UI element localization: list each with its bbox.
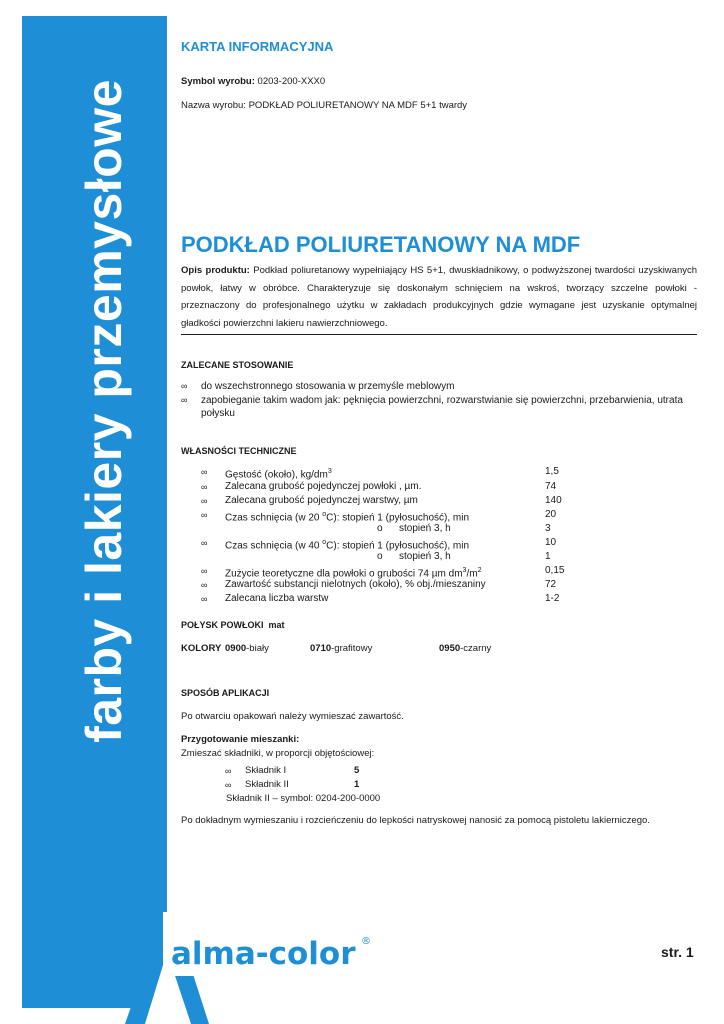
tech-row bbox=[201, 564, 701, 578]
circle-bullet-icon: o bbox=[377, 551, 383, 562]
infinity-bullet-icon: ∞ bbox=[201, 566, 208, 576]
gloss-label: POŁYSK POWŁOKI bbox=[181, 620, 264, 630]
usage-heading: ZALECANE STOSOWANIE bbox=[181, 360, 294, 370]
description-label: Opis produktu: bbox=[181, 265, 250, 276]
tech-row bbox=[201, 494, 701, 508]
tech-row bbox=[201, 578, 701, 592]
infinity-bullet-icon: ∞ bbox=[201, 467, 208, 477]
tech-value: 0,15 bbox=[545, 565, 565, 576]
tech-sublabel: stopień 3, h bbox=[399, 551, 451, 562]
infinity-bullet-icon: ∞ bbox=[201, 510, 208, 520]
application-final: Po dokładnym wymieszaniu i rozcieńczeniu do lepkości natryskowej nanosić za pomocą pistoletu lakierniczego. bbox=[181, 815, 650, 826]
color-item: 0900-biały bbox=[225, 643, 269, 654]
tech-row bbox=[201, 480, 701, 494]
logo-registered: ® bbox=[361, 936, 371, 947]
tech-label: Zawartość substancji nielotnych (około), % obj./mieszaniny bbox=[225, 579, 486, 590]
component-row bbox=[225, 764, 425, 778]
component-row bbox=[225, 778, 425, 792]
alma-color-logo bbox=[125, 912, 395, 1024]
tech-value: 74 bbox=[545, 481, 557, 492]
colors-label: KOLORY bbox=[181, 643, 222, 654]
infinity-bullet-icon: ∞ bbox=[201, 482, 208, 492]
symbol-value: 0203-200-XXX0 bbox=[257, 76, 326, 87]
tech-row bbox=[201, 536, 701, 550]
usage-item bbox=[181, 393, 683, 408]
symbol-label: Symbol wyrobu: bbox=[181, 76, 255, 87]
infinity-bullet-icon: ∞ bbox=[201, 594, 208, 604]
color-item: 0950-czarny bbox=[439, 643, 492, 654]
tech-value: 72 bbox=[545, 579, 557, 590]
tech-value: 3 bbox=[545, 523, 551, 534]
tech-label: Zalecana liczba warstw bbox=[225, 593, 329, 604]
infinity-bullet-icon: ∞ bbox=[225, 780, 232, 790]
doc-title: KARTA INFORMACYJNA bbox=[181, 39, 334, 54]
tech-value: 140 bbox=[545, 495, 562, 506]
product-description bbox=[181, 262, 697, 332]
tech-value: 1-2 bbox=[545, 593, 560, 604]
symbol-line bbox=[181, 75, 325, 89]
product-name-line bbox=[181, 99, 467, 113]
usage-item bbox=[181, 379, 454, 394]
application-line: Po otwarciu opakowań należy wymieszać zawartość. bbox=[181, 711, 404, 722]
tech-label: Gęstość (około), $kg/dm^3$ bbox=[225, 468, 332, 481]
application-heading: SPOSÓB APLIKACJI bbox=[181, 688, 270, 698]
usage-item-text: zapobieganie takim wadom jak: pęknięcia powierzchni, rozwarstwianie się powierzchni, przebarwienia, utrata bbox=[201, 395, 683, 406]
gloss-value: mat bbox=[268, 620, 285, 630]
mix-heading: Przygotowanie mieszanki: bbox=[181, 734, 300, 745]
tech-row bbox=[201, 592, 701, 606]
product-heading: PODKŁAD POLIURETANOWY NA MDF bbox=[181, 232, 581, 257]
usage-item-continued: połysku bbox=[201, 408, 235, 419]
component-name: Składnik I bbox=[245, 765, 287, 776]
tech-row bbox=[201, 508, 701, 522]
tech-label: Zalecana grubość pojedynczej warstwy, µm bbox=[225, 495, 418, 506]
component-name: Składnik II bbox=[245, 779, 289, 790]
mix-line: Zmieszać składniki, w proporcji objętościowej: bbox=[181, 748, 375, 759]
tech-subrow bbox=[201, 550, 701, 564]
tech-label: Zalecana grubość pojedynczej powłoki , µm. bbox=[225, 481, 422, 492]
tech-value: 10 bbox=[545, 537, 557, 548]
divider bbox=[181, 334, 697, 335]
page-number: str. 1 bbox=[661, 944, 694, 960]
infinity-bullet-icon: ∞ bbox=[201, 580, 208, 590]
infinity-bullet-icon: ∞ bbox=[225, 766, 232, 776]
tech-value: 1 bbox=[545, 551, 551, 562]
infinity-bullet-icon: ∞ bbox=[201, 496, 208, 506]
sidebar-slogan: farby i lakiery przemysłowe bbox=[76, 79, 132, 743]
usage-item-text: do wszechstronnego stosowania w przemyśle meblowym bbox=[201, 381, 455, 392]
tech-sublabel: stopień 3, h bbox=[399, 523, 451, 534]
circle-bullet-icon: o bbox=[377, 523, 383, 534]
tech-value: 20 bbox=[545, 509, 557, 520]
infinity-bullet-icon: ∞ bbox=[201, 538, 208, 548]
tech-subrow bbox=[201, 522, 701, 536]
component2-symbol: Składnik II – symbol: 0204-200-0000 bbox=[226, 793, 381, 804]
name-label: Nazwa wyrobu: bbox=[181, 100, 246, 111]
component-parts: 5 bbox=[354, 765, 360, 776]
infinity-bullet-icon: ∞ bbox=[181, 381, 188, 391]
colors-line bbox=[181, 642, 701, 656]
component-parts: 1 bbox=[354, 779, 360, 790]
tech-label: Czas schnięcia (w 40 $^o$C): stopień 1 (pyłosuchość), min bbox=[225, 539, 470, 552]
tech-label: Zużycie teoretyczne dla powłoki o grubości 74 µm $dm^3/m^2$ bbox=[225, 567, 482, 580]
sidebar-vertical-text bbox=[22, 16, 167, 776]
description-text: Podkład poliuretanowy wypełniający HS 5+1, dwuskładnikowy, o podwyższonej twardości uzyskiwanych powłok, łatwy w obróbce. Charakteryzuje się doskonałym schnięciem na wskroś, tworzący szczelne powłoki - przeznaczony do profesjonalnego użytku w zakładach produkcyjnych gdzie wymagane jest uzyskanie optymalnej gładkości powierzchni lakieru nawierzchniowego. bbox=[181, 265, 698, 329]
logo-wordmark: alma-color bbox=[171, 936, 356, 972]
tech-label: Czas schnięcia (w 20 $^o$C): stopień 1 (pyłosuchość), min bbox=[225, 511, 470, 524]
tech-value: 1,5 bbox=[545, 466, 559, 477]
infinity-bullet-icon: ∞ bbox=[181, 395, 188, 405]
gloss-line bbox=[181, 618, 285, 632]
color-item: 0710-grafitowy bbox=[310, 643, 373, 654]
name-value: PODKŁAD POLIURETANOWY NA MDF 5+1 twardy bbox=[248, 100, 468, 111]
sidebar-band bbox=[22, 16, 167, 1008]
tech-heading: WŁASNOŚCI TECHNICZNE bbox=[181, 446, 297, 456]
tech-row bbox=[201, 465, 701, 479]
